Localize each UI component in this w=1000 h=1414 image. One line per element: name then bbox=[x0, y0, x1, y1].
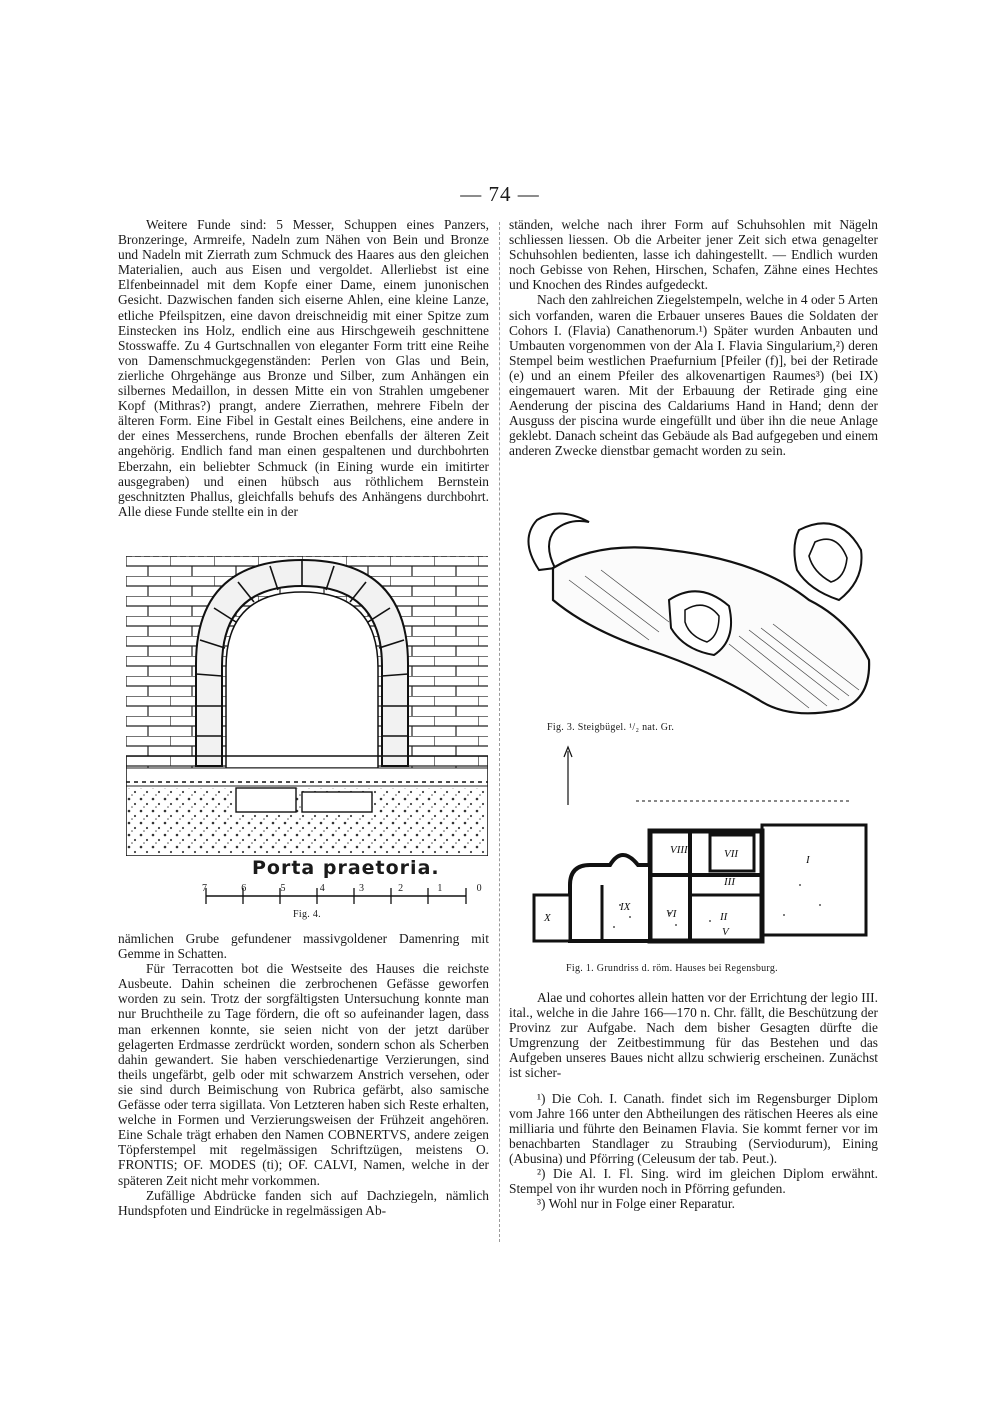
paragraph-finds: Weitere Funde sind: 5 Messer, Schuppen eines Panzers, Bronzeringe, Armreife, Nadeln zum Nähen von Bein und Bronze und Nadeln mit Zierrath zum Schmuck des Haares aus den gleichen Materialien, auch aus Eisen und vergoldet. Allerliebst ist eine Elfenbeinnadel mit dem Kopfe einer Dame, einem junonischen Gesicht. Dazwischen fanden sich eiserne Ahlen, eine kleine Lanze, etliche Pfeilspitzen, eine davon dreischneidig mit einer Spitze zum Einstecken ins Holz, endlich eine aus Hirschgeweih geschnittene Stosswaffe. Zu 4 Gurtschnallen von eleganter Form tritt eine Reihe von Damenschmuckgegenständen: Perlen von Glas und Bein, zierliche Ohrgehänge aus Bronze und Silber, zum Anhängen ein silbernes Medaillon, in dessen Mitte ein von Strahlen umgebener Kopf (Mithras?) prangt, andere Zierrathen, mehrere Fibeln der älteren Form. Eine Fibel in Gestalt eines Beilchens, eine andere in der eines Messerchens, runde Brochen ebenfalls der älteren Zeit angehörig. Endlich fand man einen gespaltenen und durchbohrten Eberzahn, ein beliebter Schmuck (in Eining wurde ein imitirter ausgegraben) und einen hübsch aus röthlichem Bernstein geschnitzten Phallus, gleichfalls behufs des Anhängens durchbohrt. Alle diese Funde stellte ein in der bbox=[118, 217, 489, 519]
floor-plan-drawing bbox=[510, 745, 882, 980]
scale-label: 0 bbox=[476, 883, 482, 894]
scale-label: 1 bbox=[437, 883, 443, 894]
left-column-bottom bbox=[118, 931, 489, 1218]
porta-praetoria-illustration bbox=[126, 556, 488, 856]
column-divider bbox=[499, 222, 500, 1242]
room-label: X bbox=[544, 912, 551, 924]
room-label: VII bbox=[724, 848, 739, 860]
floor-plan-illustration bbox=[510, 745, 882, 955]
stirrup-drawing bbox=[509, 510, 881, 742]
scale-label: 4 bbox=[319, 883, 326, 894]
footnote-1: ¹) Die Coh. I. Canath. findet sich im Regensburger Diplom vom Jahre 166 unter den Abtheilungen des rätischen Heeres als eine milliaria und führte den Beinamen Flavia. Sie kommt ferner vor im benachbarten Standlager zu Straubing (Serviodurum), Eining (Abusina) und Pförring (Celeusum der tab. Peut.). bbox=[509, 1090, 878, 1166]
scale-label: 2 bbox=[398, 883, 404, 894]
room-label: VIII bbox=[670, 844, 688, 856]
scale-labels bbox=[202, 883, 482, 894]
room-label: V bbox=[722, 926, 729, 938]
paragraph-shoes: ständen, welche nach ihrer Form auf Schuhsohlen mit Nägeln schliessen liessen. Ob die Arbeiter jener Zeit sich etwa genagelter Schuhsohlen bedienten, lasse ich dahingestellt. — Endlich wurden noch Gebisse von Rehen, Hirschen, Schafen, Zähne eines Hechtes und Knochen des Rindes aufgedeckt. bbox=[509, 217, 878, 293]
scale-label: 5 bbox=[280, 883, 286, 894]
right-column-top bbox=[509, 217, 878, 459]
scale-label: 7 bbox=[202, 883, 208, 894]
page-number: — 74 — bbox=[460, 182, 540, 206]
paragraph-terracotta: Für Terracotten bot die Westseite des Hauses die reichste Ausbeute. Dahin scheinen die zerbrochenen Gefässe geworfen worden zu sein. Trotz der sorgfältigsten Untersuchung konnte man nur Bruchtheile zu Tage fördern, die oft so aufeinander lagen, dass man erkennen konnte, sie seien nicht von der jetzt darüber gelagerten Erdmasse zerdrückt worden, sondern schon als Scherben dahin gewandert. Sie haben verschiedenartige Verzierungen, sind theils ungefärbt, gelb oder mit schwarzem Anstrich versehen, oder sie sind durch Beimischung von Rubrica gefärbt, also samische Gefässe oder terra sigillata. Von Letzteren haben sich Reste erhalten, welche in Formen und Verzierungsweisen der Frühzeit angehören. Eine Schale trägt erhaben den Namen COBNERTVS, andere zeigen Töpferstempel mit regelmässigen Schriftzügen, meistens O. FRONTIS; OF. MODES (ti); OF. CALVI, Namen, welche in der späteren Zeit nicht mehr vorkommen. bbox=[118, 961, 489, 1188]
paragraph-alae: Alae und cohortes allein hatten vor der Errichtung der legio III. ital., welche in die Jahre 166—170 n. Chr. fällt, die Beschützung der Provinz zur Aufgabe. Nach dem bisher Gesagten dürfte die Umgrenzung der Zeitbestimmung für das Bestehen und das Aufgeben unseres Baues nicht allzu schwierig erscheinen. Zunächst ist sicher- bbox=[509, 990, 878, 1081]
footnote-3: ³) Wohl nur in Folge einer Reparatur. bbox=[537, 1196, 735, 1212]
right-column-bottom bbox=[509, 990, 878, 1211]
paragraph-imprints: Zufällige Abdrücke fanden sich auf Dachziegeln, nämlich Hundspfoten und Eindrücke in regelmässigen Ab- bbox=[118, 1187, 489, 1218]
scale-label: 3 bbox=[358, 883, 365, 894]
footnote-2: ²) Die Al. I. Fl. Sing. wird im gleichen Diplom erwähnt. Stempel von ihr wurden noch in Pförring gefunden. bbox=[509, 1166, 878, 1197]
paragraph-builders: Nach den zahlreichen Ziegelstempeln, welche in 4 oder 5 Arten sich vorfanden, waren die Erbauer unseres Baues die Soldaten der Cohors I. (Flavia) Canathenorum.¹) Später wurden Anbauten und Umbauten vorgenommen von der Ala I. Flavia Singularium,²) deren Stempel beim westlichen Praefurnium [Pfeiler (f)], bei der Retirade (e) und an einem Pfeiler des alkovenartigen Raumes³) (bei IX) eingemauert waren. Mit der Erbauung der Retirade ging eine Aenderung der piscina des Caldariums Hand in Hand; denn der Ausguss der piscina wurde eingefüllt und über ihn die neue Anlage geklebt. Danach scheint das Gebäude als Bad aufgegeben und einem anderen Zwecke dienstbar gemacht worden zu sein. bbox=[509, 292, 878, 459]
fig1-caption: Fig. 1. Grundriss d. röm. Hauses bei Regensburg. bbox=[566, 963, 778, 974]
room-label: II bbox=[720, 911, 728, 923]
fig3-caption: Fig. 3. Steigbügel. ¹/₂ nat. Gr. bbox=[547, 722, 675, 733]
room-label: III bbox=[724, 876, 735, 888]
footnotes bbox=[509, 1091, 878, 1212]
room-label: VI bbox=[666, 908, 677, 920]
scale-label: 6 bbox=[241, 883, 247, 894]
room-label: I bbox=[806, 854, 810, 866]
porta-title: Porta praetoria. bbox=[252, 857, 440, 879]
paragraph-ring: nämlichen Grube gefundener massivgoldener Damenring mit Gemme in Schatten. bbox=[118, 931, 489, 962]
stirrup-illustration bbox=[509, 510, 881, 720]
fig4-caption: Fig. 4. bbox=[293, 909, 321, 920]
room-label: IX bbox=[620, 901, 631, 913]
left-column-top bbox=[118, 217, 489, 519]
